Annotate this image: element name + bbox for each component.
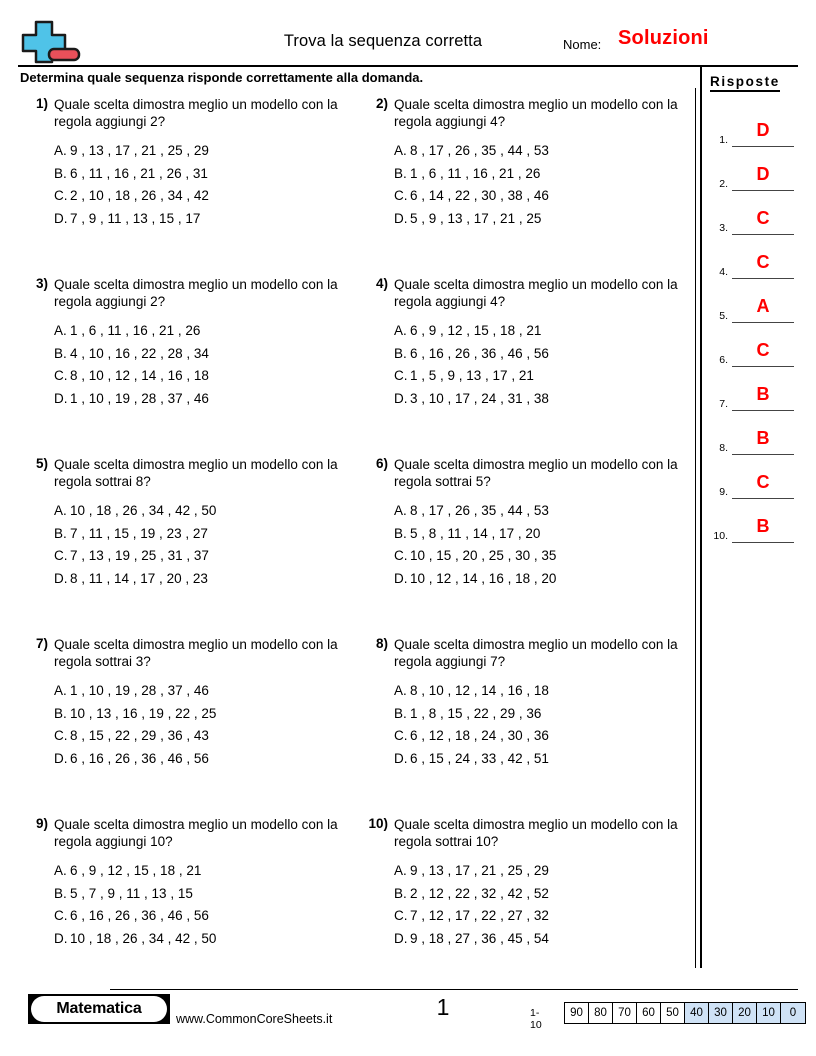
answer-blank-line <box>732 278 794 279</box>
score-scale-cell: 20 <box>733 1003 757 1023</box>
score-scale-cell: 60 <box>637 1003 661 1023</box>
question-number: 2) <box>375 96 388 111</box>
page-number: 1 <box>436 994 450 1020</box>
answer-number: 7. <box>719 398 728 410</box>
choice-option[interactable] <box>394 163 694 186</box>
choice-letter: C. <box>54 368 68 383</box>
page-title: Trova la sequenza corretta <box>283 32 483 50</box>
choice-letter: B. <box>54 885 67 901</box>
choice-sequence: 1 , 10 , 19 , 28 , 37 , 46 <box>70 683 209 698</box>
choice-option[interactable] <box>54 905 354 928</box>
brand-label: Matematica <box>31 996 167 1022</box>
choice-sequence: 6 , 12 , 18 , 24 , 30 , 36 <box>410 728 549 743</box>
choice-letter: A. <box>394 683 407 698</box>
choice-sequence: 5 , 8 , 11 , 14 , 17 , 20 <box>410 525 541 541</box>
choice-letter: C. <box>54 548 68 563</box>
choice-sequence: 8 , 11 , 14 , 17 , 20 , 23 <box>70 570 208 586</box>
answer-blank-line <box>732 454 794 455</box>
score-scale-cell: 80 <box>589 1003 613 1023</box>
question-text: Quale scelta dimostra meglio un modello con la regola aggiungi 4? <box>394 97 678 129</box>
question-number: 3) <box>35 276 48 291</box>
choice-option[interactable] <box>54 703 354 726</box>
choice-sequence: 10 , 18 , 26 , 34 , 42 , 50 <box>70 930 217 946</box>
score-scale-cell: 40 <box>685 1003 709 1023</box>
choice-letter: C. <box>54 188 68 203</box>
choice-sequence: 2 , 10 , 18 , 26 , 34 , 42 <box>70 188 209 203</box>
choice-letter: B. <box>394 705 407 721</box>
answer-blank-line <box>732 234 794 235</box>
question-text: Quale scelta dimostra meglio un modello con la regola sottrai 3? <box>54 637 338 669</box>
choice-option[interactable] <box>394 500 694 523</box>
answers-top-rule <box>700 65 798 67</box>
choice-letter: A. <box>54 863 67 878</box>
choice-letter: D. <box>54 390 68 406</box>
choice-letter: B. <box>54 165 67 181</box>
choice-option[interactable] <box>54 140 354 163</box>
answer-row <box>706 202 798 246</box>
choice-letter: B. <box>394 345 407 361</box>
choice-letter: C. <box>394 368 408 383</box>
choice-letter: C. <box>394 548 408 563</box>
choice-option[interactable] <box>54 680 354 703</box>
choice-option[interactable] <box>394 185 694 208</box>
choice-letter: A. <box>394 503 407 518</box>
answer-value: A <box>756 296 770 316</box>
choice-option[interactable] <box>54 928 354 951</box>
choice-option[interactable] <box>394 928 694 951</box>
choice-sequence: 8 , 17 , 26 , 35 , 44 , 53 <box>410 143 549 158</box>
question-number: 4) <box>375 276 388 291</box>
choice-letter: A. <box>54 323 67 338</box>
choice-sequence: 10 , 13 , 16 , 19 , 22 , 25 <box>70 705 217 721</box>
choice-sequence: 2 , 12 , 22 , 32 , 42 , 52 <box>410 885 549 901</box>
choice-list <box>394 680 694 770</box>
header-divider <box>18 65 798 67</box>
choice-list <box>394 500 694 590</box>
question-number: 10) <box>368 816 388 831</box>
answer-value: C <box>756 252 770 272</box>
choice-list <box>394 860 694 950</box>
choice-sequence: 7 , 11 , 15 , 19 , 23 , 27 <box>70 525 208 541</box>
column-divider-thick <box>700 65 702 968</box>
answer-value: B <box>756 428 770 448</box>
answer-row <box>706 114 798 158</box>
choice-sequence: 7 , 13 , 19 , 25 , 31 , 37 <box>70 548 209 563</box>
choice-option[interactable] <box>394 140 694 163</box>
answer-row <box>706 422 798 466</box>
website-url: www.CommonCoreSheets.it <box>176 1012 333 1026</box>
choice-letter: D. <box>54 750 68 766</box>
choice-list <box>54 140 354 230</box>
choice-option[interactable] <box>394 523 694 546</box>
choice-sequence: 1 , 10 , 19 , 28 , 37 , 46 <box>70 390 209 406</box>
question-text: Quale scelta dimostra meglio un modello con la regola sottrai 8? <box>54 457 338 489</box>
answer-number: 9. <box>719 486 728 498</box>
answer-number: 4. <box>719 266 728 278</box>
column-divider-thin <box>695 88 696 968</box>
choice-option[interactable] <box>394 703 694 726</box>
choice-sequence: 6 , 16 , 26 , 36 , 46 , 56 <box>70 750 209 766</box>
choice-letter: B. <box>394 165 407 181</box>
choice-sequence: 8 , 10 , 12 , 14 , 16 , 18 <box>410 683 549 698</box>
choice-list <box>394 140 694 230</box>
choice-sequence: 10 , 15 , 20 , 25 , 30 , 35 <box>410 548 557 563</box>
choice-letter: A. <box>394 143 407 158</box>
choice-option[interactable] <box>394 680 694 703</box>
choice-sequence: 6 , 16 , 26 , 36 , 46 , 56 <box>70 908 209 923</box>
choice-letter: D. <box>54 210 68 226</box>
choice-option[interactable] <box>54 860 354 883</box>
choice-option[interactable] <box>394 320 694 343</box>
choice-sequence: 7 , 9 , 11 , 13 , 15 , 17 <box>70 210 201 226</box>
choice-letter: C. <box>394 908 408 923</box>
choice-letter: D. <box>394 570 408 586</box>
choice-letter: B. <box>54 525 67 541</box>
choice-sequence: 1 , 6 , 11 , 16 , 21 , 26 <box>70 323 201 338</box>
choice-letter: C. <box>54 908 68 923</box>
choice-option[interactable] <box>394 208 694 231</box>
answer-blank-line <box>732 542 794 543</box>
score-scale-cells <box>564 1002 806 1024</box>
answer-row <box>706 158 798 202</box>
choice-sequence: 6 , 16 , 26 , 36 , 46 , 56 <box>410 345 549 361</box>
choice-sequence: 7 , 12 , 17 , 22 , 27 , 32 <box>410 908 549 923</box>
answer-number: 6. <box>719 354 728 366</box>
answer-row <box>706 510 798 554</box>
choice-letter: A. <box>394 863 407 878</box>
answer-value: D <box>756 120 770 140</box>
choice-sequence: 9 , 13 , 17 , 21 , 25 , 29 <box>70 143 209 158</box>
choice-option[interactable] <box>54 523 354 546</box>
choice-letter: C. <box>394 188 408 203</box>
name-label: Nome: <box>563 37 602 52</box>
question-text: Quale scelta dimostra meglio un modello con la regola sottrai 5? <box>394 457 678 489</box>
choice-sequence: 10 , 18 , 26 , 34 , 42 , 50 <box>70 503 217 518</box>
choice-option[interactable] <box>54 568 354 591</box>
choice-option[interactable] <box>54 725 354 748</box>
instructions-text: Determina quale sequenza risponde correttamente alla domanda. <box>20 70 424 85</box>
choice-letter: A. <box>54 503 67 518</box>
answer-row <box>706 334 798 378</box>
answer-blank-line <box>732 190 794 191</box>
choice-sequence: 6 , 9 , 12 , 15 , 18 , 21 <box>410 323 542 338</box>
choice-list <box>54 500 354 590</box>
answer-value: B <box>756 384 770 404</box>
choice-letter: C. <box>54 728 68 743</box>
choice-option[interactable] <box>394 568 694 591</box>
choice-option[interactable] <box>394 725 694 748</box>
name-value: Soluzioni <box>618 27 709 49</box>
choice-letter: A. <box>394 323 407 338</box>
choice-option[interactable] <box>394 883 694 906</box>
answer-number: 1. <box>719 134 728 146</box>
questions-area <box>0 88 695 968</box>
question-number: 1) <box>35 96 48 111</box>
choice-sequence: 1 , 8 , 15 , 22 , 29 , 36 <box>410 705 542 721</box>
choice-letter: D. <box>394 210 408 226</box>
question-number: 5) <box>35 456 48 471</box>
choice-sequence: 3 , 10 , 17 , 24 , 31 , 38 <box>410 390 549 406</box>
answer-number: 3. <box>719 222 728 234</box>
choice-sequence: 4 , 10 , 16 , 22 , 28 , 34 <box>70 345 209 361</box>
choice-option[interactable] <box>394 343 694 366</box>
choice-sequence: 6 , 11 , 16 , 21 , 26 , 31 <box>70 165 208 181</box>
score-scale-cell: 10 <box>757 1003 781 1023</box>
answer-blank-line <box>732 498 794 499</box>
choice-letter: B. <box>54 705 67 721</box>
choice-letter: C. <box>394 728 408 743</box>
choice-option[interactable] <box>394 748 694 771</box>
choice-option[interactable] <box>394 545 694 568</box>
choice-letter: A. <box>54 143 67 158</box>
choice-sequence: 6 , 14 , 22 , 30 , 38 , 46 <box>410 188 549 203</box>
choice-option[interactable] <box>54 365 354 388</box>
choice-letter: D. <box>394 750 408 766</box>
choice-option[interactable] <box>54 388 354 411</box>
choice-sequence: 1 , 5 , 9 , 13 , 17 , 21 <box>410 368 534 383</box>
question-number: 7) <box>35 636 48 651</box>
choice-letter: B. <box>394 525 407 541</box>
choice-list <box>54 320 354 410</box>
answer-value: C <box>756 472 770 492</box>
choice-letter: D. <box>394 390 408 406</box>
choice-option[interactable] <box>54 320 354 343</box>
score-scale-label: 1-10 <box>530 1007 542 1031</box>
choice-letter: D. <box>54 570 68 586</box>
choice-option[interactable] <box>394 905 694 928</box>
answer-blank-line <box>732 410 794 411</box>
choice-sequence: 9 , 18 , 27 , 36 , 45 , 54 <box>410 930 549 946</box>
question-text: Quale scelta dimostra meglio un modello con la regola sottrai 10? <box>394 817 678 849</box>
answer-value: C <box>756 208 770 228</box>
choice-list <box>394 320 694 410</box>
question-text: Quale scelta dimostra meglio un modello con la regola aggiungi 7? <box>394 637 678 669</box>
question-text: Quale scelta dimostra meglio un modello con la regola aggiungi 10? <box>54 817 338 849</box>
choice-letter: D. <box>54 930 68 946</box>
choice-option[interactable] <box>54 500 354 523</box>
choice-option[interactable] <box>54 748 354 771</box>
answer-row <box>706 466 798 510</box>
question-text: Quale scelta dimostra meglio un modello con la regola aggiungi 2? <box>54 97 338 129</box>
choice-letter: B. <box>394 885 407 901</box>
choice-sequence: 5 , 9 , 13 , 17 , 21 , 25 <box>410 210 542 226</box>
answer-value: B <box>756 516 770 536</box>
score-scale-cell: 50 <box>661 1003 685 1023</box>
answer-blank-line <box>732 366 794 367</box>
choice-letter: B. <box>54 345 67 361</box>
choice-sequence: 1 , 6 , 11 , 16 , 21 , 26 <box>410 165 541 181</box>
choice-sequence: 8 , 10 , 12 , 14 , 16 , 18 <box>70 368 209 383</box>
score-scale-cell: 90 <box>565 1003 589 1023</box>
answer-number: 2. <box>719 178 728 190</box>
choice-list <box>54 680 354 770</box>
plus-minus-logo-icon <box>18 18 86 66</box>
choice-option[interactable] <box>54 208 354 231</box>
choice-list <box>54 860 354 950</box>
choice-sequence: 9 , 13 , 17 , 21 , 25 , 29 <box>410 863 549 878</box>
answer-row <box>706 246 798 290</box>
choice-sequence: 8 , 17 , 26 , 35 , 44 , 53 <box>410 503 549 518</box>
choice-letter: A. <box>54 683 67 698</box>
choice-option[interactable] <box>54 163 354 186</box>
answer-number: 8. <box>719 442 728 454</box>
question-text: Quale scelta dimostra meglio un modello con la regola aggiungi 2? <box>54 277 338 309</box>
answer-value: D <box>756 164 770 184</box>
choice-option[interactable] <box>54 185 354 208</box>
choice-option[interactable] <box>54 343 354 366</box>
choice-option[interactable] <box>394 365 694 388</box>
choice-sequence: 6 , 9 , 12 , 15 , 18 , 21 <box>70 863 202 878</box>
choice-letter: D. <box>394 930 408 946</box>
choice-sequence: 6 , 15 , 24 , 33 , 42 , 51 <box>410 750 549 766</box>
choice-option[interactable] <box>394 860 694 883</box>
question-number: 9) <box>35 816 48 831</box>
question-text: Quale scelta dimostra meglio un modello con la regola aggiungi 4? <box>394 277 678 309</box>
choice-option[interactable] <box>54 883 354 906</box>
answer-blank-line <box>732 322 794 323</box>
footer-divider <box>110 989 798 990</box>
question-number: 8) <box>375 636 388 651</box>
choice-option[interactable] <box>54 545 354 568</box>
choice-sequence: 5 , 7 , 9 , 11 , 13 , 15 <box>70 885 193 901</box>
choice-option[interactable] <box>394 388 694 411</box>
choice-sequence: 10 , 12 , 14 , 16 , 18 , 20 <box>410 570 557 586</box>
choice-sequence: 8 , 15 , 22 , 29 , 36 , 43 <box>70 728 209 743</box>
question-number: 6) <box>375 456 388 471</box>
brand-badge <box>28 994 170 1024</box>
answer-number: 10. <box>713 530 728 542</box>
answer-row <box>706 290 798 334</box>
score-scale-cell: 70 <box>613 1003 637 1023</box>
answers-title: Risposte <box>710 74 780 92</box>
page-header <box>18 18 798 68</box>
answer-row <box>706 378 798 422</box>
score-scale-cell: 0 <box>781 1003 805 1023</box>
answer-blank-line <box>732 146 794 147</box>
score-scale-cell: 30 <box>709 1003 733 1023</box>
answer-number: 5. <box>719 310 728 322</box>
answer-value: C <box>756 340 770 360</box>
